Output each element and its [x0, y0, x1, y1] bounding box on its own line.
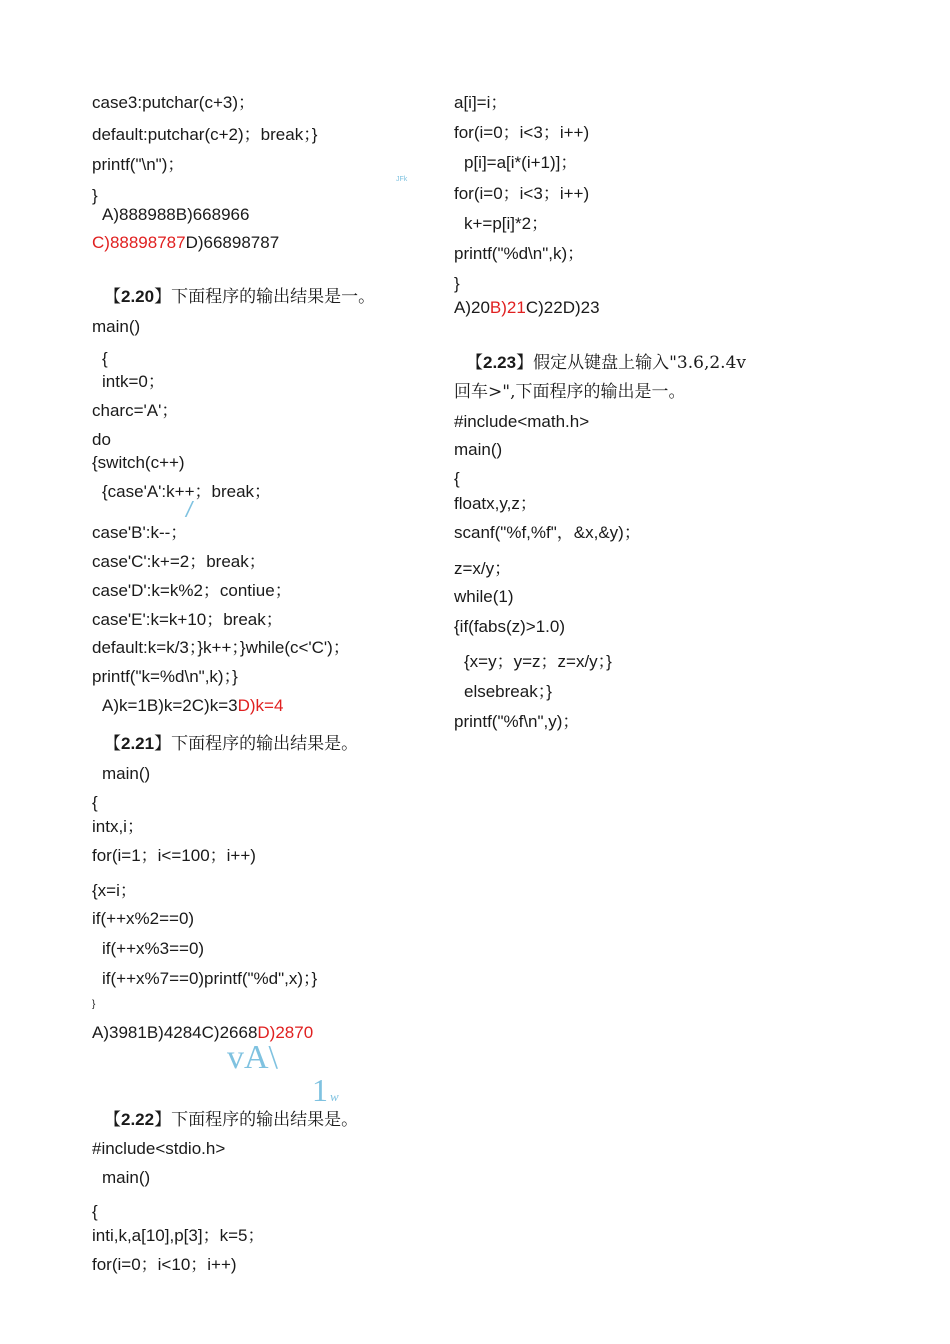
code-line: for(i=1；i<=100；i++) — [92, 846, 256, 865]
code-line: printf("k=%d\n",k)；} — [92, 667, 238, 686]
watermark-text: 1 — [312, 1072, 328, 1108]
correct-answer: D)2870 — [257, 1023, 314, 1042]
code-line: #include<math.h> — [454, 412, 590, 431]
code-line: charc='A'； — [92, 401, 179, 420]
code-line: printf("%d\n",k)； — [454, 244, 585, 263]
answer-options: A)20B)21C)22D)23 — [454, 298, 600, 317]
question-2-20: 【2.20】下面程序的输出结果是一。 — [104, 287, 376, 307]
code-line: if(++x%2==0) — [92, 909, 195, 928]
faint-mark: / — [186, 497, 193, 522]
code-line: main() — [102, 1168, 151, 1187]
code-line: case'B':k--； — [92, 523, 188, 542]
code-line: main() — [102, 764, 151, 783]
code-line: do — [92, 430, 111, 449]
code-line: case'E':k=k+10；break； — [92, 610, 283, 629]
code-line: } — [92, 999, 96, 1010]
question-2-23-cont: 回车>",下面程序的输出是一。 — [454, 382, 686, 402]
correct-answer: C)88898787 — [92, 233, 186, 252]
code-line: #include<stdio.h> — [92, 1139, 226, 1158]
code-line: while(1) — [454, 587, 514, 606]
answer-options: A)3981B)4284C)2668D)2870 — [92, 1023, 314, 1042]
code-line: inti,k,a[10],p[3]；k=5； — [92, 1226, 265, 1245]
correct-answer: B)21 — [489, 298, 526, 317]
code-line: k+=p[i]*2； — [464, 214, 549, 233]
code-line: {case'A':k++；break； — [102, 482, 272, 501]
code-line: default:putchar(c+2)；break；} — [92, 125, 318, 144]
code-line: case'C':k+=2；break； — [92, 552, 266, 571]
code-line: intk=0； — [102, 372, 165, 391]
faint-mark: JFk — [396, 176, 408, 183]
code-line: { — [92, 1202, 98, 1221]
watermark-text: vA\ — [227, 1039, 278, 1076]
code-line: { — [92, 793, 98, 812]
code-line: {if(fabs(z)>1.0) — [454, 617, 566, 636]
answer-options: A)888988B)668966 — [102, 205, 250, 224]
code-line: case'D':k=k%2；contiue； — [92, 581, 292, 600]
code-line: for(i=0；i<3；i++) — [454, 123, 590, 142]
code-line: {switch(c++) — [92, 453, 185, 472]
code-line: default:k=k/3；}k++；}while(c<'C')； — [92, 638, 350, 657]
watermark-text: w — [330, 1089, 339, 1104]
code-line: } — [92, 186, 98, 205]
question-2-22: 【2.22】下面程序的输出结果是。 — [104, 1110, 359, 1130]
answer-options: A)k=1B)k=2C)k=3D)k=4 — [102, 696, 284, 715]
code-line: { — [454, 469, 460, 488]
code-line: { — [102, 349, 108, 368]
correct-answer: D)k=4 — [237, 696, 284, 715]
code-line: } — [454, 274, 460, 293]
code-line: printf("%f\n",y)； — [454, 712, 580, 731]
answer-options: C)88898787D)66898787 — [92, 233, 280, 252]
code-line: {x=i； — [92, 881, 137, 900]
code-line: for(i=0；i<10；i++) — [92, 1255, 237, 1274]
question-2-23: 【2.23】假定从键盘上输入"3.6,2.4v — [466, 353, 746, 373]
code-line: case3:putchar(c+3)； — [92, 93, 255, 112]
code-line: {x=y；y=z；z=x/y；} — [464, 652, 612, 671]
code-line: floatx,y,z； — [454, 494, 537, 513]
code-line: main() — [454, 440, 503, 459]
code-line: elsebreak；} — [464, 682, 552, 701]
code-line: z=x/y； — [454, 559, 512, 578]
code-line: scanf("%f,%f"，&x,&y)； — [454, 523, 641, 542]
code-line: if(++x%3==0) — [102, 939, 205, 958]
code-line: main() — [92, 317, 141, 336]
code-line: if(++x%7==0)printf("%d",x)；} — [102, 969, 318, 988]
code-line: a[i]=i； — [454, 93, 508, 112]
code-line: p[i]=a[i*(i+1)]； — [464, 153, 578, 172]
code-line: for(i=0；i<3；i++) — [454, 184, 590, 203]
code-line: printf("\n")； — [92, 155, 185, 174]
question-2-21: 【2.21】下面程序的输出结果是。 — [104, 734, 359, 754]
code-line: intx,i； — [92, 817, 144, 836]
